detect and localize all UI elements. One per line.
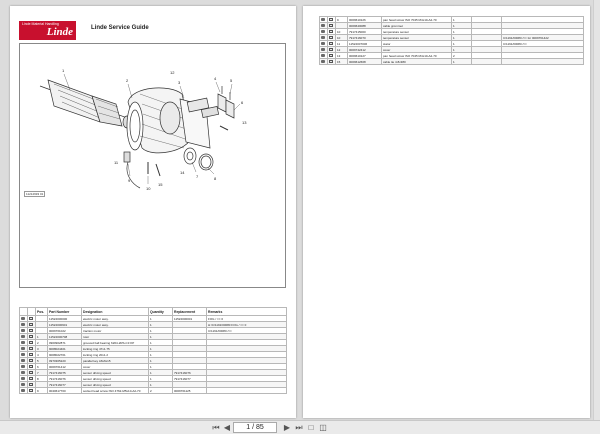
cart-icon[interactable] — [29, 323, 33, 326]
cell-designation: cable tie 4.8x380 — [382, 59, 452, 65]
cart-icon[interactable] — [29, 389, 33, 392]
cell-quantity: 2 — [452, 53, 472, 59]
cell-designation: sensor driving speed — [82, 382, 149, 388]
cell-designation: grooved ball bearing 6204-2RS-C3 KP — [82, 340, 149, 346]
cell-pos: 6 — [36, 364, 48, 370]
cell-quantity: 1 — [149, 376, 173, 382]
cell-part-number: 0009761022 — [48, 328, 82, 334]
bearing-ring — [184, 148, 196, 164]
cell-remarks — [502, 59, 584, 65]
cart-icon[interactable] — [329, 60, 333, 63]
cart-icon[interactable] — [29, 353, 33, 356]
parts-table-continued — [319, 16, 584, 65]
logo-brand: Linde — [46, 26, 73, 38]
cell-pos: 2 — [36, 340, 48, 346]
cell-designation: pan head screw ISO 7045 M4x10-A2-70 — [382, 53, 452, 59]
cell-part-number: 11522000901 — [48, 322, 82, 328]
cell-quantity: 1 — [452, 59, 472, 65]
cell-designation: rotor — [82, 334, 149, 340]
cell-designation: electric motor assy. — [82, 322, 149, 328]
callout-7: 7 — [196, 174, 199, 179]
cart-icon[interactable] — [329, 36, 333, 39]
info-icon[interactable] — [321, 48, 325, 51]
cell-quantity: 1 — [149, 340, 173, 346]
info-icon[interactable] — [321, 36, 325, 39]
cell-remarks: C/1191/00080 /== — [502, 41, 584, 47]
exploded-view-drawing — [19, 43, 286, 288]
cell-quantity: 1 — [149, 316, 173, 322]
col-part-number: Part Number — [48, 308, 82, 316]
callout-8: 8 — [214, 176, 217, 181]
cell-part-number: 7917416077 — [48, 382, 82, 388]
info-icon[interactable] — [21, 317, 25, 320]
logo-tagline: Linde Material Handling — [22, 22, 59, 26]
cell-quantity: 1 — [452, 29, 472, 35]
cell-replacement: 7917416076 — [173, 370, 207, 376]
cell-part-number: 0009742412 — [348, 47, 382, 53]
callout-13: 13 — [242, 120, 247, 125]
callout-10: 10 — [146, 186, 151, 191]
linde-logo — [19, 21, 76, 40]
parts-table — [19, 307, 287, 394]
motor-exploded-svg — [20, 44, 287, 289]
cell-remarks — [207, 388, 287, 394]
two-page-view-icon[interactable]: ◫ — [319, 423, 327, 432]
page-number-input[interactable]: 1 / 85 — [233, 422, 277, 433]
cell-replacement: 0009761125 — [173, 388, 207, 394]
callout-3: 3 — [178, 80, 181, 85]
info-icon[interactable] — [21, 329, 25, 332]
viewer-toolbar — [0, 420, 600, 434]
cell-pos: 10 — [336, 35, 348, 41]
row-info-cell[interactable] — [20, 388, 28, 394]
cell-pos: 15 — [336, 59, 348, 65]
info-icon[interactable] — [321, 42, 325, 45]
row-cart-cell[interactable] — [28, 388, 36, 394]
info-icon[interactable] — [21, 371, 25, 374]
cell-designation: stator — [382, 41, 452, 47]
cart-icon[interactable] — [29, 371, 33, 374]
cell-quantity: 1 — [149, 328, 173, 334]
document-page-2 — [303, 6, 590, 418]
document-title: Linde Service Guide — [91, 25, 149, 31]
cell-replacement: 11522000001 — [173, 316, 207, 322]
cart-icon[interactable] — [329, 54, 333, 57]
cart-icon[interactable] — [329, 24, 333, 27]
callout-12: 12 — [170, 70, 175, 75]
callout-14: 14 — [180, 170, 185, 175]
cell-designation: sensor driving speed — [82, 370, 149, 376]
cell-pos: 10 — [336, 29, 348, 35]
cell-designation: sensor driving speed — [82, 376, 149, 382]
col-designation: Designation — [82, 308, 149, 316]
cell-quantity: 1 — [149, 364, 173, 370]
col-remarks: Remarks — [207, 308, 287, 316]
info-icon[interactable] — [21, 353, 25, 356]
cell-designation: traction motor — [82, 328, 149, 334]
viewer-scrollbar[interactable] — [593, 0, 600, 420]
cell-part-number: 0900902871 — [48, 340, 82, 346]
cell-quantity: 1 — [452, 35, 472, 41]
cell-replacement — [472, 59, 502, 65]
callout-15: 15 — [158, 182, 163, 187]
cart-icon[interactable] — [29, 377, 33, 380]
info-icon[interactable] — [21, 323, 25, 326]
cell-designation: cover — [82, 364, 149, 370]
cell-part-number: 0009612668 — [348, 59, 382, 65]
cell-designation: locking ring 20x1.2 — [82, 352, 149, 358]
cell-quantity: 1 — [452, 41, 472, 47]
document-page-1 — [10, 6, 296, 418]
cell-part-number: 0009640088 — [348, 23, 382, 29]
info-icon[interactable] — [21, 365, 25, 368]
callout-11: 11 — [114, 160, 119, 165]
callout-4: 4 — [214, 76, 217, 81]
cell-part-number: 0009610126 — [348, 17, 382, 23]
cell-pos: 12 — [336, 47, 348, 53]
info-icon[interactable] — [21, 377, 25, 380]
cell-replacement: 7917416077 — [173, 376, 207, 382]
cell-quantity: 1 — [149, 358, 173, 364]
cell-quantity: 1 — [149, 382, 173, 388]
cart-icon[interactable] — [29, 341, 33, 344]
cell-pos: 9 — [36, 388, 48, 394]
cell-pos: 8 — [36, 376, 48, 382]
cell-pos: 3 — [36, 346, 48, 352]
cell-quantity: 1 — [452, 47, 472, 53]
info-icon[interactable] — [321, 54, 325, 57]
cell-part-number: 7917416076 — [48, 376, 82, 382]
callout-6: 6 — [241, 100, 244, 105]
cell-part-number: 11522000000 — [48, 316, 82, 322]
table-row — [20, 388, 287, 394]
info-icon[interactable] — [321, 18, 325, 21]
info-icon[interactable] — [21, 341, 25, 344]
info-icon[interactable] — [21, 335, 25, 338]
cell-pos: 7 — [36, 370, 48, 376]
cell-quantity: 1 — [149, 334, 173, 340]
table-row — [320, 59, 584, 65]
info-icon[interactable] — [321, 30, 325, 33]
cart-icon[interactable] — [29, 329, 33, 332]
cell-part-number: 11522000708 — [48, 334, 82, 340]
callout-1: 1 — [62, 68, 65, 73]
cell-remarks: FOG / == 0 — [207, 316, 287, 322]
cell-part-number: 7917415000 — [348, 29, 382, 35]
info-icon[interactable] — [21, 347, 25, 350]
cell-pos: 1 — [36, 334, 48, 340]
last-page-icon[interactable]: ⏭ — [295, 423, 303, 432]
cell-remarks: C/1191/00080 /== — [207, 328, 287, 334]
cell-part-number: 0009610127 — [348, 53, 382, 59]
cart-icon[interactable] — [329, 18, 333, 21]
first-page-icon[interactable]: ⏮ — [212, 423, 220, 432]
cart-icon[interactable] — [329, 42, 333, 45]
cell-part-number: 0970305220 — [48, 358, 82, 364]
info-icon[interactable] — [321, 24, 325, 27]
cell-designation: pan head screw ISO 7045 M4x10-A2-70 — [382, 17, 452, 23]
single-page-view-icon[interactable]: □ — [308, 423, 314, 432]
commutator — [92, 96, 122, 126]
cell-quantity: 2 — [149, 388, 173, 394]
cell-quantity: 1 — [149, 370, 173, 376]
col-quantity: Quantity — [149, 308, 173, 316]
callout-5: 5 — [230, 78, 233, 83]
speed-sensor — [124, 152, 130, 162]
cart-icon[interactable] — [329, 30, 333, 33]
cart-icon[interactable] — [29, 359, 33, 362]
info-icon[interactable] — [21, 383, 25, 386]
cell-quantity: 1 — [149, 352, 173, 358]
cart-icon[interactable] — [29, 347, 33, 350]
cart-icon[interactable] — [329, 48, 333, 51]
cell-remarks: H:/C/1191/00080 FOG / == 0 — [207, 322, 287, 328]
cell-pos: 4 — [36, 352, 48, 358]
cell-designation: cover — [382, 47, 452, 53]
cart-icon[interactable] — [29, 365, 33, 368]
cell-part-number: 9008022701 — [48, 352, 82, 358]
row-info-cell[interactable] — [320, 59, 328, 65]
figure-id-label: 11212993 01 — [26, 192, 44, 196]
cell-part-number: 0009761412 — [48, 364, 82, 370]
info-icon[interactable] — [321, 60, 325, 63]
cell-pos: 11 — [336, 41, 348, 47]
cell-remarks: C/1191/00080 /== for 0009761422 — [502, 35, 584, 41]
cell-designation: temperature sensor — [382, 29, 452, 35]
callout-2: 2 — [126, 78, 129, 83]
cell-pos: 9 — [336, 17, 348, 23]
cell-designation: temperature sensor — [382, 35, 452, 41]
cell-pos: 13 — [336, 53, 348, 59]
row-cart-cell[interactable] — [328, 59, 336, 65]
col-pos: Pos. — [36, 308, 48, 316]
cell-pos: 5 — [36, 358, 48, 364]
rotor-core — [48, 80, 100, 122]
cell-part-number: 0040617700 — [48, 388, 82, 394]
cell-designation: cable grommet — [382, 23, 452, 29]
cell-part-number: 7917416075 — [48, 370, 82, 376]
previous-page-icon[interactable]: ◀ — [223, 423, 231, 432]
cell-designation: electric motor assy. — [82, 316, 149, 322]
cell-quantity: 1 — [149, 346, 173, 352]
info-icon[interactable] — [21, 359, 25, 362]
cell-part-number: 7917416070 — [348, 35, 382, 41]
cell-designation: socket head screw ISO 4762-M5x10-A2-70 — [82, 388, 149, 394]
cell-quantity: 1 — [149, 322, 173, 328]
cell-designation: parallel key A6x6x15 — [82, 358, 149, 364]
info-icon[interactable] — [21, 389, 25, 392]
cart-icon[interactable] — [29, 383, 33, 386]
cell-part-number: 9008024401 — [48, 346, 82, 352]
cell-part-number: 11522007006 — [348, 41, 382, 47]
callout-9: 9 — [128, 178, 131, 183]
cell-designation: locking ring 47x1.75 — [82, 346, 149, 352]
parts-table-header — [20, 308, 287, 316]
cart-icon[interactable] — [29, 317, 33, 320]
cell-quantity: 1 — [452, 23, 472, 29]
cell-quantity: 1 — [452, 17, 472, 23]
next-page-icon[interactable]: ▶ — [283, 423, 291, 432]
cart-icon[interactable] — [29, 335, 33, 338]
col-replacement: Replacement — [173, 308, 207, 316]
